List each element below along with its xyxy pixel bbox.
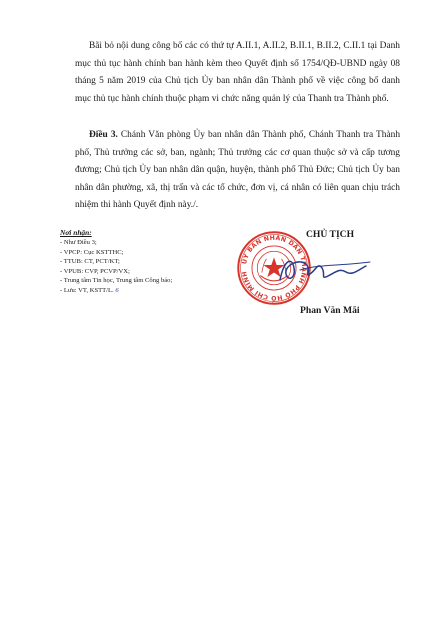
article-3-label: Điều 3. bbox=[89, 130, 118, 140]
signer-title: CHỦ TỊCH bbox=[306, 229, 355, 240]
recipient-item: - VPUB: CVP, PCVP/VX; bbox=[60, 267, 130, 275]
recipient-item: - Như Điều 3; bbox=[60, 239, 97, 246]
seal-text: ỦY BAN NHÂN DÂN THÀNH PHỐ HỒ CHÍ MINH bbox=[240, 234, 308, 302]
article-3-text: Chánh Văn phòng Ủy ban nhân dân Thành phố, Chánh Thanh tra Thành phố, Thủ trưởng các sở, ban, ngành; Thủ trưởng các cơ quan thuộc sở và cấp tương đương; Chủ tịch Ủy ban nhân dân quận, huyện, thành phố Thủ Đức; Chủ tịch Ủy ban nhân dân phường, xã, thị trấn và các tổ chức, đơn vị, cá nhân có liên quan chịu trách nhiệm thi hành Quyết định này./. bbox=[75, 130, 401, 211]
handwritten-mark: 6 bbox=[115, 286, 119, 294]
recipients-title: Nơi nhận: bbox=[60, 228, 92, 237]
recipient-item: - TTUB: CT, PCT/KT; bbox=[60, 258, 120, 266]
handwritten-signature bbox=[270, 250, 380, 290]
recipient-archive-text: - Lưu: VT, KSTT/L. bbox=[60, 286, 114, 294]
signer-name: Phan Văn Mãi bbox=[300, 305, 360, 316]
recipient-item: - Trung tâm Tin học, Trung tâm Công báo; bbox=[60, 277, 173, 285]
paragraph-article-3 bbox=[75, 127, 400, 215]
recipient-item-archive bbox=[60, 286, 230, 296]
paragraph-repeal: Bãi bỏ nội dung công bố các có thứ tự A.II.1, A.II.2, B.II.1, B.II.2, C.II.1 tại Danh mục thủ tục hành chính ban hành kèm theo Quyết định số 1754/QĐ-UBND ngày 08 tháng 5 năm 2019 của Chủ tịch Ủy ban nhân dân Thành phố về việc công bố danh mục thủ tục hành chính thuộc phạm vi chức năng quản lý của Thanh tra Thành phố. bbox=[75, 41, 400, 104]
recipient-item: - VPCP: Cục KSTTHC; bbox=[60, 248, 124, 256]
recipients-block bbox=[60, 227, 230, 296]
